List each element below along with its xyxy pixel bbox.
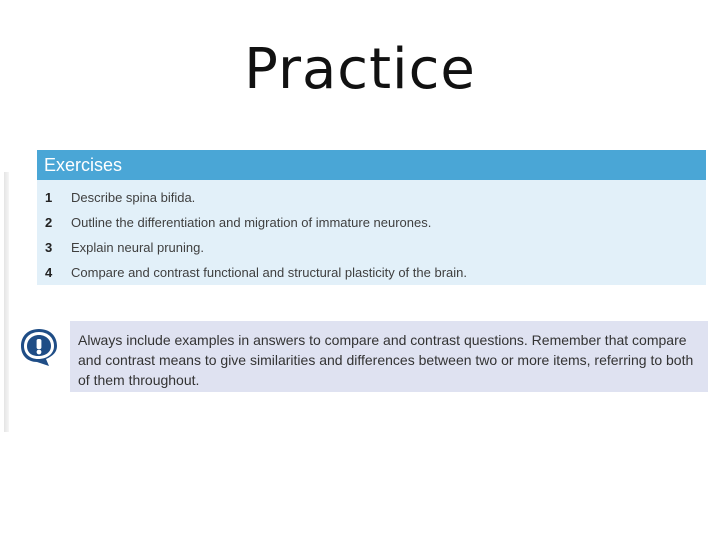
slide-title: Practice — [244, 37, 476, 102]
exercise-number: 4 — [45, 265, 53, 280]
exercises-panel — [37, 150, 706, 285]
exercise-text: Describe spina bifida. — [71, 190, 196, 205]
exercise-item — [37, 260, 706, 285]
exercise-number: 1 — [45, 190, 53, 205]
exercise-list — [37, 180, 706, 285]
tip-panel — [70, 321, 708, 392]
tip-text: Always include examples in answers to compare and contrast questions. Remember that compare and contrast means to give similarities and differences between two or more items, referring to both of them throughout. — [78, 332, 694, 388]
exercises-heading: Exercises — [37, 150, 706, 180]
exercise-text: Compare and contrast functional and structural plasticity of the brain. — [71, 265, 467, 280]
exercise-item — [37, 185, 706, 210]
exercise-number: 2 — [45, 215, 53, 230]
exercise-item — [37, 235, 706, 260]
exercise-text: Outline the differentiation and migration of immature neurones. — [71, 215, 432, 230]
exclamation-speech-icon — [19, 327, 59, 367]
exercise-number: 3 — [45, 240, 53, 255]
exercise-text: Explain neural pruning. — [71, 240, 204, 255]
exercise-item — [37, 210, 706, 235]
page-edge-shadow — [4, 172, 9, 432]
